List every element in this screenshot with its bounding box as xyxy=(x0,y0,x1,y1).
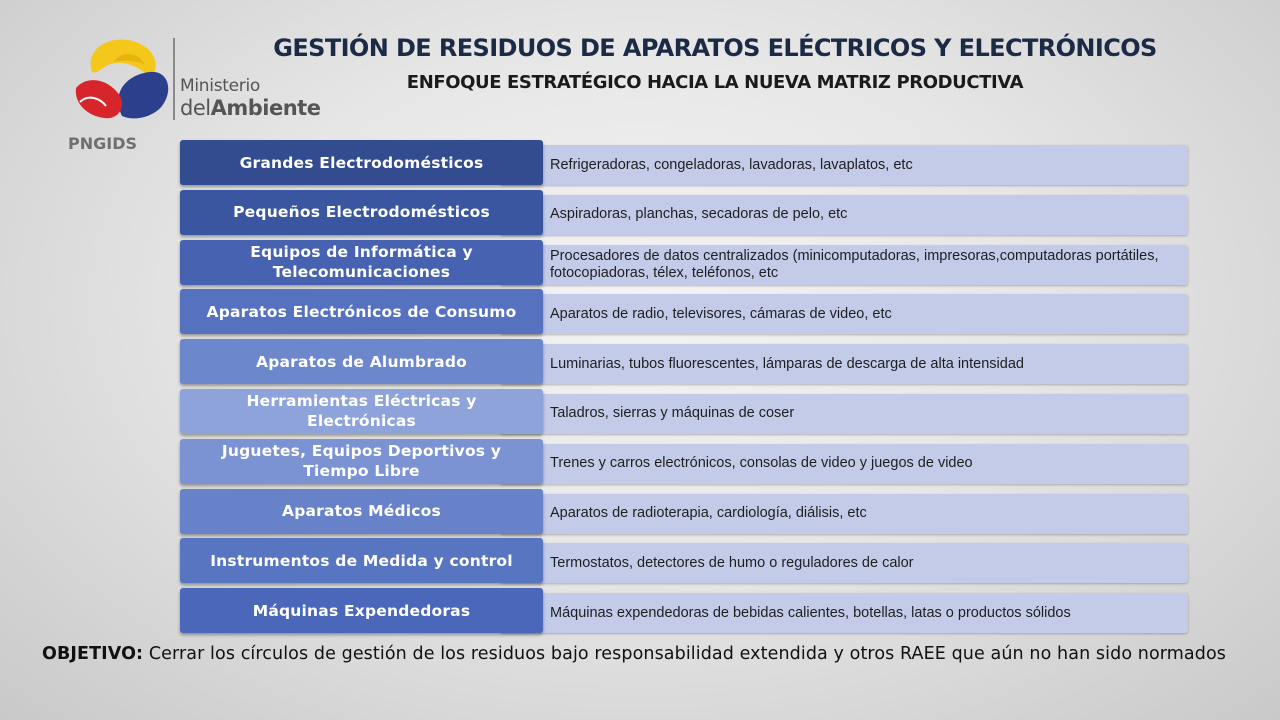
objective-label: OBJETIVO: xyxy=(42,644,144,664)
category-description: • Taladros, sierras y máquinas de coser xyxy=(538,405,794,422)
category-label: Grandes Electrodomésticos xyxy=(180,140,543,185)
objective-text: Cerrar los círculos de gestión de los residuos bajo responsabilidad extendida y otros RAEE que aún no han sido normados xyxy=(148,644,1226,664)
category-row xyxy=(180,140,1188,190)
logo-text-ambiente xyxy=(180,96,320,120)
category-row xyxy=(180,588,1188,638)
category-description: • Termostatos, detectores de humo o reguladores de calor xyxy=(538,555,914,572)
category-description: • Luminarias, tubos fluorescentes, lámparas de descarga de alta intensidad xyxy=(538,356,1024,373)
category-label: Juguetes, Equipos Deportivos y Tiempo Libre xyxy=(180,439,543,484)
category-row xyxy=(180,439,1188,489)
category-label: Pequeños Electrodomésticos xyxy=(180,190,543,235)
category-description-box xyxy=(500,245,1188,285)
category-list xyxy=(180,140,1188,638)
logo-text-del: del xyxy=(180,96,211,120)
category-row xyxy=(180,190,1188,240)
category-label: Aparatos Electrónicos de Consumo xyxy=(180,289,543,334)
category-row xyxy=(180,489,1188,539)
page-subtitle: ENFOQUE ESTRATÉGICO HACIA LA NUEVA MATRIZ PRODUCTIVA xyxy=(406,72,1024,93)
pngids-tag: PNGIDS xyxy=(68,134,138,153)
category-description-box xyxy=(500,145,1188,185)
objective xyxy=(42,642,1242,667)
category-description-box xyxy=(500,543,1188,583)
category-label: Máquinas Expendedoras xyxy=(180,588,543,633)
category-description-box xyxy=(500,593,1188,633)
category-description-box xyxy=(500,195,1188,235)
logo-text-ministerio: Ministerio xyxy=(180,76,260,96)
page-title: GESTIÓN DE RESIDUOS DE APARATOS ELÉCTRICOS Y ELECTRÓNICOS xyxy=(273,34,1157,62)
ecuador-logo-icon xyxy=(70,32,174,127)
category-label: Equipos de Informática y Telecomunicaciones xyxy=(180,240,543,285)
category-row xyxy=(180,538,1188,588)
category-label: Aparatos de Alumbrado xyxy=(180,339,543,384)
category-description-box xyxy=(500,344,1188,384)
category-row xyxy=(180,289,1188,339)
logo-text-ambiente-bold: Ambiente xyxy=(210,96,321,120)
category-label: Instrumentos de Medida y control xyxy=(180,538,543,583)
category-description-box xyxy=(500,294,1188,334)
category-description: • Aparatos de radioterapia, cardiología, diálisis, etc xyxy=(538,505,867,522)
logo-divider xyxy=(173,38,175,120)
category-description: • Refrigeradoras, congeladoras, lavadoras, lavaplatos, etc xyxy=(538,157,913,174)
category-description: • Máquinas expendedoras de bebidas calientes, botellas, latas o productos sólidos xyxy=(538,605,1071,622)
category-description: • Trenes y carros electrónicos, consolas de video y juegos de video xyxy=(538,455,973,472)
category-description: • Procesadores de datos centralizados (minicomputadoras, impresoras,computadoras portátiles, fotocopiadoras, télex, teléfonos, etc xyxy=(538,248,1188,282)
category-label: Herramientas Eléctricas y Electrónicas xyxy=(180,389,543,434)
category-description-box xyxy=(500,494,1188,534)
category-description: • Aparatos de radio, televisores, cámaras de video, etc xyxy=(538,306,892,323)
category-description-box xyxy=(500,444,1188,484)
category-row xyxy=(180,389,1188,439)
category-row xyxy=(180,240,1188,290)
category-description: • Aspiradoras, planchas, secadoras de pelo, etc xyxy=(538,206,847,223)
category-description-box xyxy=(500,394,1188,434)
category-row xyxy=(180,339,1188,389)
category-label: Aparatos Médicos xyxy=(180,489,543,534)
